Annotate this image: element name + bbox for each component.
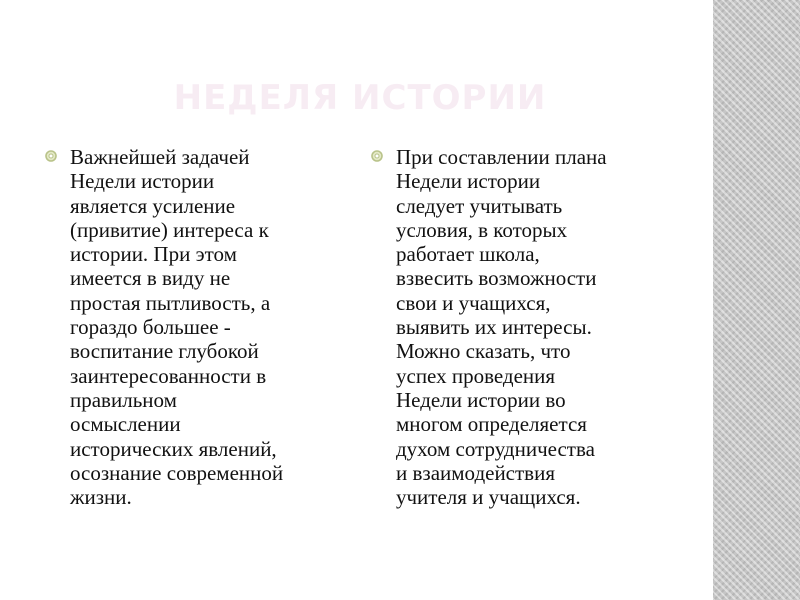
ring-bullet-icon [371, 145, 396, 162]
decorative-side-strip [713, 0, 800, 600]
bullet-item-right [371, 145, 671, 509]
left-column [45, 145, 345, 509]
right-paragraph: При составлении плана Недели истории следует учитывать условия, в которых работает школа, взвесить возможности свои и учащихся, выявить их интересы. Можно сказать, что успех проведения Недели истории во многом определяется духом сотрудничества и взаимодействия учителя и учащихся. [396, 145, 607, 510]
ring-bullet-icon [45, 145, 70, 162]
left-paragraph: Важнейшей задачей Недели истории является усиление (привитие) интереса к истории. При этом имеется в виду не простая пытливость, а гораздо большее - воспитание глубокой заинтересованности в правильном осмыслении исторических явлений, осознание современной жизни. [70, 145, 284, 510]
slide-title: НЕДЕЛЯ ИСТОРИИ [173, 78, 547, 118]
right-column [371, 145, 671, 509]
bullet-item-left [45, 145, 345, 509]
